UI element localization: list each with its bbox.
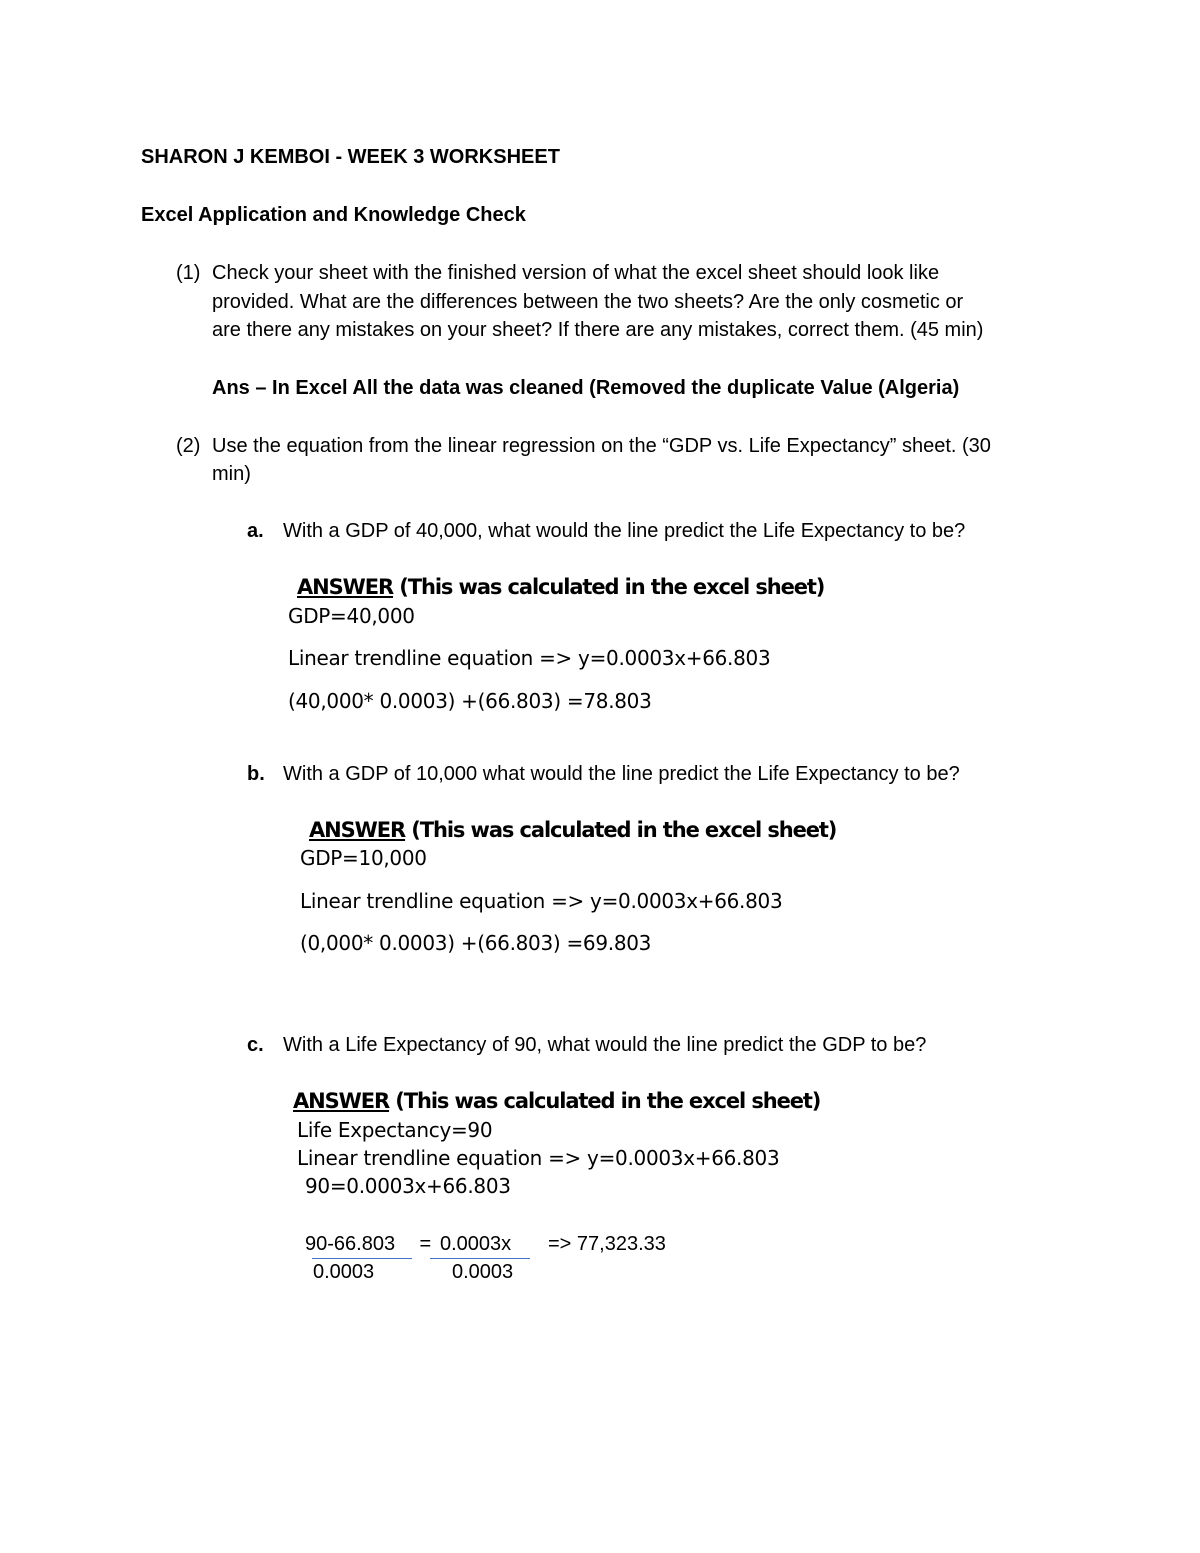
part-c-line-1: Life Expectancy=90	[297, 1118, 493, 1142]
part-c-line-2: Linear trendline equation => y=0.0003x+66.803	[297, 1146, 780, 1170]
part-a-line-3: (40,000* 0.0003) +(66.803) =78.803	[288, 689, 652, 713]
question-1-line-2: provided. What are the differences between the two sheets? Are the only cosmetic or	[212, 291, 964, 313]
question-1-answer: Ans – In Excel All the data was cleaned (Removed the duplicate Value (Algeria)	[212, 377, 960, 399]
part-b-line-2: Linear trendline equation => y=0.0003x+66.803	[300, 889, 783, 913]
answer-label: ANSWER	[293, 1089, 390, 1113]
fraction-result: => 77,323.33	[548, 1233, 666, 1255]
part-c-answer-heading	[293, 1091, 820, 1112]
fraction-right-denominator: 0.0003	[452, 1261, 514, 1283]
fraction-right-numerator: 0.0003x	[440, 1233, 512, 1255]
part-c-line-3: 90=0.0003x+66.803	[305, 1174, 511, 1198]
fraction-left-numerator: 90-66.803	[305, 1233, 396, 1255]
answer-label: ANSWER	[309, 818, 406, 842]
part-b-letter: b.	[247, 763, 265, 785]
part-a-line-2: Linear trendline equation => y=0.0003x+66.803	[288, 646, 771, 670]
question-1-line-1: Check your sheet with the finished version of what the excel sheet should look like	[212, 262, 940, 284]
fraction-left-denominator: 0.0003	[313, 1261, 375, 1283]
part-b-question: With a GDP of 10,000 what would the line predict the Life Expectancy to be?	[283, 763, 960, 785]
question-2-line-1: Use the equation from the linear regression on the “GDP vs. Life Expectancy” sheet. (30	[212, 435, 991, 457]
part-a-letter: a.	[247, 520, 264, 542]
part-b-line-3: (0,000* 0.0003) +(66.803) =69.803	[300, 931, 652, 955]
part-c-letter: c.	[247, 1034, 264, 1056]
answer-label: ANSWER	[297, 575, 394, 599]
question-2-line-2: min)	[212, 463, 251, 485]
section-heading: Excel Application and Knowledge Check	[141, 204, 526, 226]
answer-note: (This was calculated in the excel sheet)	[393, 575, 825, 599]
fraction-equals: =	[414, 1233, 437, 1255]
part-b-answer-heading	[309, 820, 836, 841]
answer-note: (This was calculated in the excel sheet)	[389, 1089, 821, 1113]
part-b-line-1: GDP=10,000	[300, 846, 427, 870]
answer-note: (This was calculated in the excel sheet)	[405, 818, 837, 842]
part-c-question: With a Life Expectancy of 90, what would the line predict the GDP to be?	[283, 1034, 927, 1056]
question-2-number: (2)	[176, 435, 201, 457]
part-a-line-1: GDP=40,000	[288, 604, 415, 628]
question-1-number: (1)	[176, 262, 201, 284]
part-a-answer-heading	[297, 577, 824, 598]
fraction-bar-left	[312, 1258, 412, 1259]
question-1-line-3: are there any mistakes on your sheet? If there are any mistakes, correct them. (45 min)	[212, 319, 984, 341]
fraction-bar-right	[430, 1258, 530, 1259]
document-title: SHARON J KEMBOI - WEEK 3 WORKSHEET	[141, 146, 560, 168]
part-a-question: With a GDP of 40,000, what would the line predict the Life Expectancy to be?	[283, 520, 966, 542]
